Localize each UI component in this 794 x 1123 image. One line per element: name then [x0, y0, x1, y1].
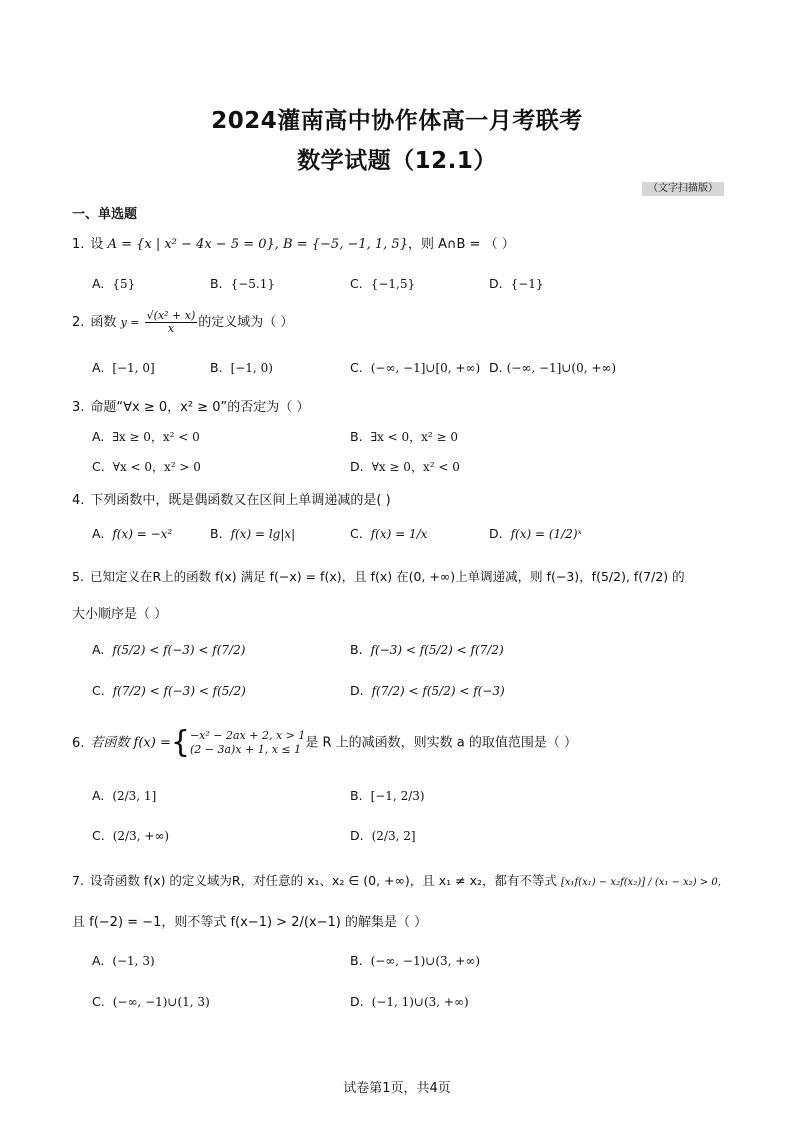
question-6-option-b: B. [−1, 2/3) — [350, 788, 425, 803]
question-7-option-b: B. (−∞, −1)∪(3, +∞) — [350, 953, 481, 968]
question-4-stem: 4. 下列函数中，既是偶函数又在区间上单调递减的是( ) — [72, 493, 391, 508]
question-7-stem: 7. 设奇函数 f(x) 的定义域为R，对任意的 x₁、x₂ ∈ (0, +∞)，且 x₁ ≠ x₂，都有不等式 [x₁f(x₁) − x₂f(x₂)] / (x₁ − x₂) > 0， — [72, 873, 728, 888]
question-2-option-c: C. (−∞, −1]∪[0, +∞) — [350, 360, 481, 375]
question-4-option-a: A. f(x) = −x² — [92, 526, 173, 541]
exam-subtitle: 数学试题（12.1） — [297, 148, 497, 174]
question-1-option-c: C. {−1,5} — [350, 276, 416, 291]
question-6-option-c: C. (2/3, +∞) — [92, 828, 170, 843]
question-3-stem: 3. 命题“∀x ≥ 0，x² ≥ 0”的否定为（ ） — [72, 400, 310, 415]
scan-version-badge: （文字扫描版） — [642, 182, 724, 196]
question-6-option-a: A. (2/3, 1] — [92, 788, 157, 803]
question-5-option-d: D. f(7/2) < f(5/2) < f(−3) — [350, 683, 505, 698]
question-6-option-d: D. (2/3, 2] — [350, 828, 416, 843]
section-title: 一、单选题 — [72, 207, 138, 222]
question-3-option-a: A. ∃x ≥ 0，x² < 0 — [92, 429, 200, 444]
question-7-option-c: C. (−∞, −1)∪(1, 3) — [92, 994, 210, 1009]
question-6-stem: 6. 若函数 f(x) ={ −x² − 2ax + 2, x > 1 (2 − 3a)x + 1, x ≤ 1 是 R 上的减函数，则实数 a 的取值范围是（ ） — [72, 725, 578, 760]
question-5-option-c: C. f(7/2) < f(−3) < f(5/2) — [92, 683, 246, 698]
question-3-option-b: B. ∃x < 0，x² ≥ 0 — [350, 429, 459, 444]
question-2-fraction: $\frac{\text{√(x² + x)}}{x}$ — [146, 309, 196, 335]
question-3-option-d: D. ∀x ≥ 0，x² < 0 — [350, 459, 460, 474]
question-2-option-a: A. [−1, 0] — [92, 360, 155, 375]
question-7-option-d: D. (−1, 1)∪(3, +∞) — [350, 994, 469, 1009]
exam-title: 2024灌南高中协作体高一月考联考 — [211, 108, 583, 134]
question-1-option-a: A. {5} — [92, 276, 136, 291]
question-2-stem: 2. 函数 y = $\frac{\text{√(x² + x)}}{x}$ 的定义域为（ ） — [72, 309, 294, 335]
question-5-option-a: A. f(5/2) < f(−3) < f(7/2) — [92, 642, 246, 657]
question-4-option-b: B. f(x) = lg|x| — [210, 526, 296, 541]
question-1-option-d: D. {−1} — [489, 276, 544, 291]
question-5-option-b: B. f(−3) < f(5/2) < f(7/2) — [350, 642, 504, 657]
question-2-option-b: B. [−1, 0) — [210, 360, 273, 375]
question-1-stem: 1. 设 A = {x | x² − 4x − 5 = 0}, B = {−5, −1, 1, 5}，则 A∩B = （ ） — [72, 237, 515, 252]
question-1-option-b: B. {−5.1} — [210, 276, 275, 291]
question-7-stem-line2: 且 f(−2) = −1，则不等式 f(x−1) > 2/(x−1) 的解集是（ ） — [72, 915, 428, 930]
question-7-option-a: A. (−1, 3) — [92, 953, 155, 968]
question-3-option-c: C. ∀x < 0，x² > 0 — [92, 459, 201, 474]
question-4-option-c: C. f(x) = 1/x — [350, 526, 428, 541]
page-footer: 试卷第1页，共4页 — [343, 1081, 451, 1096]
question-5-stem: 5. 已知定义在R上的函数 f(x) 满足 f(−x) = f(x)，且 f(x) 在(0, +∞)上单调递减，则 f(−3)，f(5/2), f(7/2) 的 — [72, 569, 685, 584]
question-2-option-d: D. (−∞, −1]∪(0, +∞) — [489, 360, 617, 375]
question-4-option-d: D. f(x) = (1/2)ˣ — [489, 526, 582, 541]
question-5-stem-line2: 大小顺序是（ ） — [72, 607, 168, 622]
